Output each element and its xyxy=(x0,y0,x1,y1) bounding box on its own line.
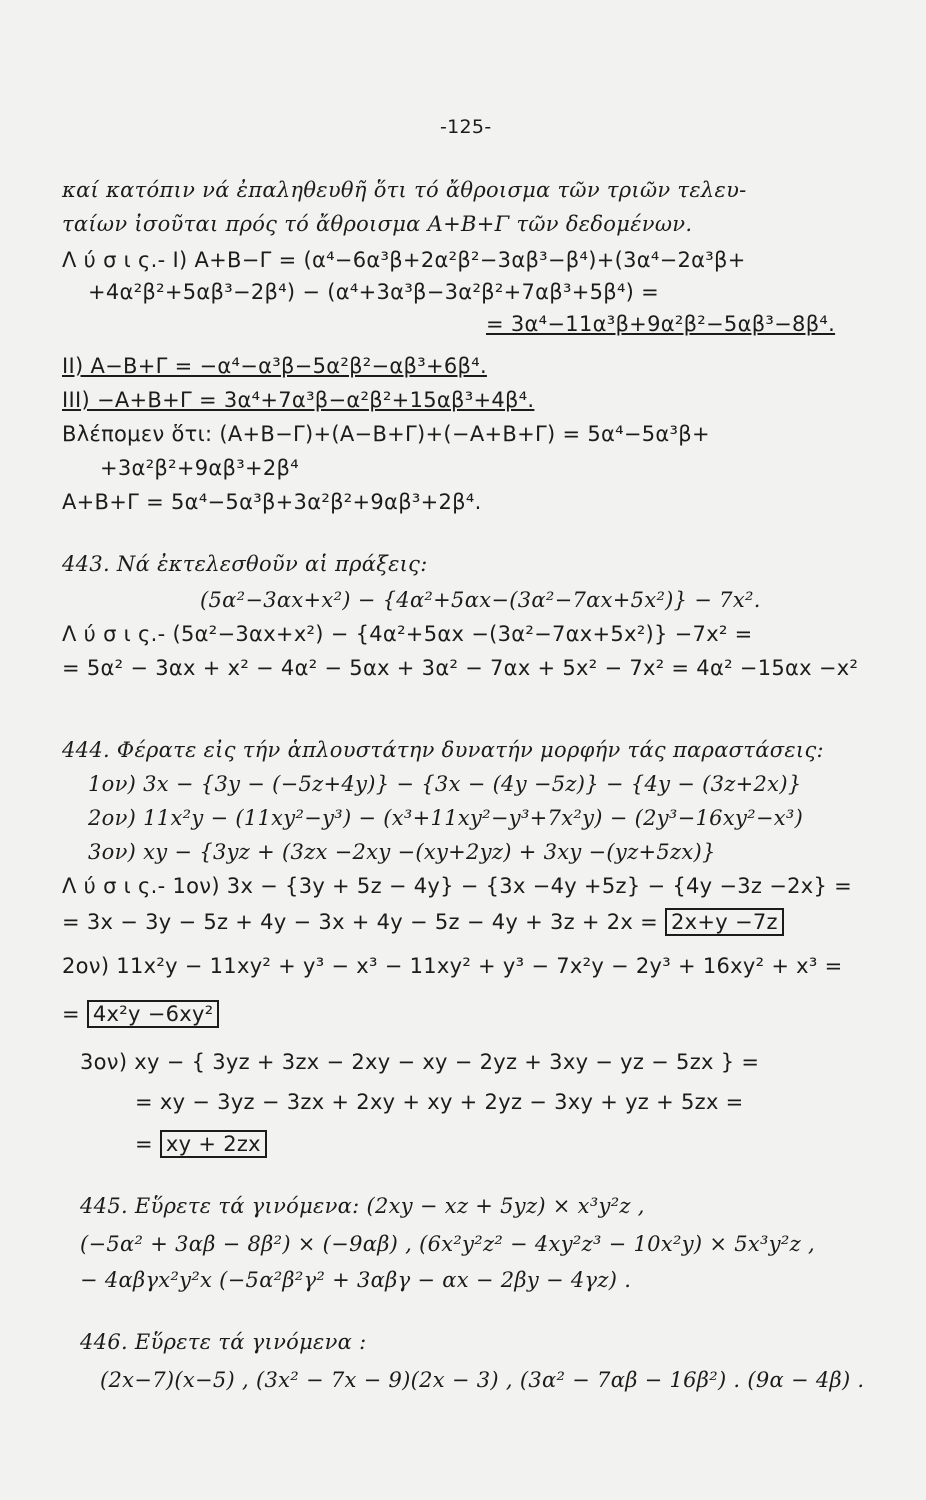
problem-444-part-1: 1ον) 3x − {3y − (−5z+4y)} − {3x − (4y −5z)} − {4y − (3z+2x)} xyxy=(88,772,802,796)
problem-444-answer-3: xy + 2zx xyxy=(160,1130,267,1158)
solution-line-7: +3α²β²+9αβ³+2β⁴ xyxy=(100,456,299,480)
solution-line-1: Λ ύ σ ι ς.- I) Α+Β−Γ = (α⁴−6α³β+2α²β²−3αβ³−β⁴)+(3α⁴−2α³β+ xyxy=(62,248,746,272)
solution-line-2: +4α²β²+5αβ³−2β⁴) − (α⁴+3α³β−3α²β²+7αβ³+5β⁴) = xyxy=(88,280,660,304)
problem-444-solution-3: 3ον) xy − { 3yz + 3zx − 2xy − xy − 2yz + 3xy − yz − 5zx } = xyxy=(80,1050,760,1074)
problem-444-solution-2-prefix: = xyxy=(62,1002,80,1026)
problem-444-solution-3-result-line xyxy=(135,1132,267,1156)
problem-443-expression: (5α²−3αx+x²) − {4α²+5αx−(3α²−7αx+5x²)} − 7x². xyxy=(200,588,761,612)
page-number: -125- xyxy=(440,116,492,138)
solution-line-4: II) Α−Β+Γ = −α⁴−α³β−5α²β²−αβ³+6β⁴. xyxy=(62,354,487,378)
problem-444-solution-2: 2ον) 11x²y − 11xy² + y³ − x³ − 11xy² + y³ − 7x²y − 2y³ + 16xy² + x³ = xyxy=(62,954,843,978)
solution-line-8: Α+Β+Γ = 5α⁴−5α³β+3α²β²+9αβ³+2β⁴. xyxy=(62,490,482,514)
problem-444-solution-1-result-line xyxy=(62,910,784,934)
problem-443-solution-2: = 5α² − 3αx + x² − 4α² − 5αx + 3α² − 7αx + 5x² − 7x² = 4α² −15αx −x² xyxy=(62,656,859,680)
problem-443-title: 443. Νά ἐκτελεσθοῦν αἱ πράξεις: xyxy=(62,552,428,576)
intro-line-1: καί κατόπιν νά ἐπαληθευθῆ ὅτι τό ἄθροισμα τῶν τριῶν τελευ- xyxy=(62,178,747,202)
problem-444-answer-2: 4x²y −6xy² xyxy=(87,1000,220,1028)
problem-445-line-3: − 4αβγx²y²x (−5α²β²γ² + 3αβγ − αx − 2βy − 4γz) . xyxy=(80,1268,632,1292)
solution-line-3: = 3α⁴−11α³β+9α²β²−5αβ³−8β⁴. xyxy=(486,312,836,336)
problem-443-solution-1: Λ ύ σ ι ς.- (5α²−3αx+x²) − {4α²+5αx −(3α²−7αx+5x²)} −7x² = xyxy=(62,622,753,646)
problem-444-solution-2-result-line xyxy=(62,1002,219,1026)
problem-444-solution-1-prefix: = 3x − 3y − 5z + 4y − 3x + 4y − 5z − 4y + 3z + 2x = xyxy=(62,910,659,934)
solution-line-6: Βλέπομεν ὅτι: (Α+Β−Γ)+(Α−Β+Γ)+(−Α+Β+Γ) = 5α⁴−5α³β+ xyxy=(62,422,710,446)
problem-444-solution-3-step: = xy − 3yz − 3zx + 2xy + xy + 2yz − 3xy + yz + 5zx = xyxy=(135,1090,744,1114)
problem-444-part-2: 2ον) 11x²y − (11xy²−y³) − (x³+11xy²−y³+7x²y) − (2y³−16xy²−x³) xyxy=(88,806,804,830)
problem-444-answer-1: 2x+y −7z xyxy=(665,908,784,936)
problem-446-line-1: 446. Εὕρετε τά γινόμενα : xyxy=(80,1330,367,1354)
solution-line-5: III) −Α+Β+Γ = 3α⁴+7α³β−α²β²+15αβ³+4β⁴. xyxy=(62,388,535,412)
problem-444-solution-3-prefix: = xyxy=(135,1132,153,1156)
problem-445-line-1: 445. Εὕρετε τά γινόμενα: (2xy − xz + 5yz) × x³y²z , xyxy=(80,1194,645,1218)
problem-446-line-2: (2x−7)(x−5) , (3x² − 7x − 9)(2x − 3) , (3α² − 7αβ − 16β²) . (9α − 4β) . xyxy=(100,1368,865,1392)
intro-line-2: ταίων ἰσοῦται πρός τό ἄθροισμα Α+Β+Γ τῶν δεδομένων. xyxy=(62,212,693,236)
problem-444-part-3: 3ον) xy − {3yz + (3zx −2xy −(xy+2yz) + 3xy −(yz+5zx)} xyxy=(88,840,716,864)
problem-445-line-2: (−5α² + 3αβ − 8β²) × (−9αβ) , (6x²y²z² − 4xy²z³ − 10x²y) × 5x³y²z , xyxy=(80,1232,815,1256)
problem-444-solution-1: Λ ύ σ ι ς.- 1ον) 3x − {3y + 5z − 4y} − {3x −4y +5z} − {4y −3z −2x} = xyxy=(62,874,853,898)
problem-444-title: 444. Φέρατε εἰς τήν ἁπλουστάτην δυνατήν μορφήν τάς παραστάσεις: xyxy=(62,738,824,762)
